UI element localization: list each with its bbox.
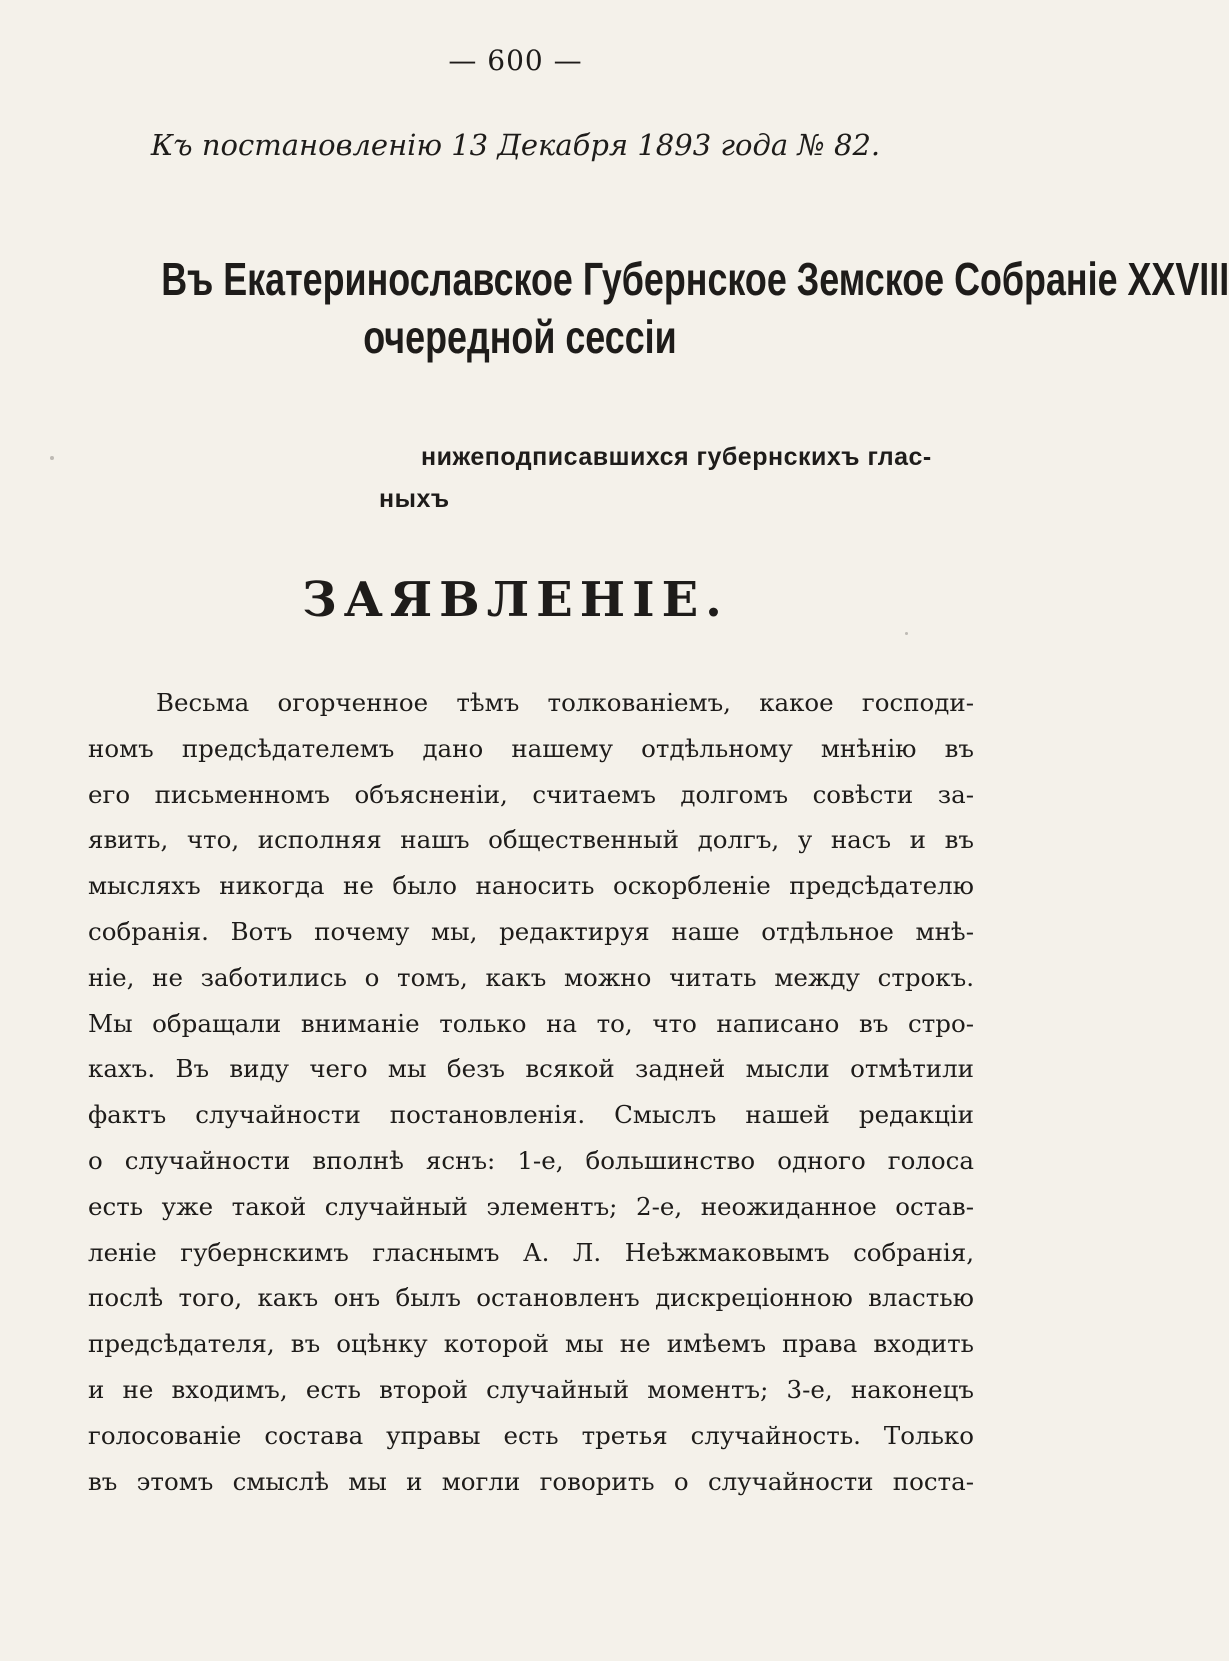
page-number: — 600 — bbox=[448, 44, 583, 77]
paper-speck bbox=[905, 632, 908, 635]
body-line: и не входимъ, есть второй случайный моментъ; 3-е, наконецъ bbox=[88, 1374, 974, 1404]
signatories-line-2: ныхъ bbox=[379, 485, 450, 513]
resolution-reference: Къ постановленію 13 Декабря 1893 года № 82. bbox=[150, 128, 881, 162]
body-line: собранія. Вотъ почему мы, редактируя наше отдѣльное мнѣ- bbox=[88, 916, 974, 946]
statement-body bbox=[88, 680, 974, 1504]
body-line: кахъ. Въ виду чего мы безъ всякой задней мысли отмѣтили bbox=[88, 1054, 974, 1084]
body-line: о случайности вполнѣ яснъ: 1-е, большинство одного голоса bbox=[88, 1145, 974, 1175]
body-line: леніе губернскимъ гласнымъ А. Л. Неѣжмаковымъ собранія, bbox=[88, 1237, 974, 1267]
body-line: его письменномъ объясненіи, считаемъ долгомъ совѣсти за- bbox=[88, 779, 974, 809]
body-line: послѣ того, какъ онъ былъ остановленъ дискреціонною властью bbox=[88, 1283, 974, 1313]
statement-title: ЗАЯВЛЕНІЕ. bbox=[302, 572, 729, 628]
body-line: предсѣдателя, въ оцѣнку которой мы не имѣемъ права входить bbox=[88, 1329, 974, 1359]
body-line: Мы обращали вниманіе только на то, что написано въ стро- bbox=[88, 1008, 974, 1038]
signatories-line-1: нижеподписавшихся губернскихъ глас- bbox=[421, 443, 932, 471]
body-line: мысляхъ никогда не было наносить оскорбленіе предсѣдателю bbox=[88, 871, 974, 901]
body-line: номъ предсѣдателемъ дано нашему отдѣльному мнѣнію въ bbox=[88, 733, 974, 763]
body-line: фактъ случайности постановленія. Смыслъ нашей редакціи bbox=[88, 1100, 974, 1130]
signatories-line bbox=[379, 436, 981, 513]
body-line: ніе, не заботились о томъ, какъ можно читать между строкъ. bbox=[88, 962, 974, 992]
headline-line-2: очередной сессіи bbox=[363, 311, 677, 363]
body-line: явить, что, исполняя нашъ общественный долгъ, у насъ и въ bbox=[88, 825, 974, 855]
paper-speck bbox=[50, 456, 54, 460]
body-line: есть уже такой случайный элементъ; 2-е, неожиданное остав- bbox=[88, 1191, 974, 1221]
document-headline bbox=[161, 250, 1229, 366]
body-line: въ этомъ смыслѣ мы и могли говорить о случайности поста- bbox=[88, 1466, 974, 1496]
headline-line-1: Въ Екатеринославское Губернское Земское Собраніе XXVIII bbox=[161, 253, 1229, 305]
body-line: Весьма огорченное тѣмъ толкованіемъ, какое господи- bbox=[156, 688, 974, 717]
body-line: голосованіе состава управы есть третья случайность. Только bbox=[88, 1420, 974, 1450]
